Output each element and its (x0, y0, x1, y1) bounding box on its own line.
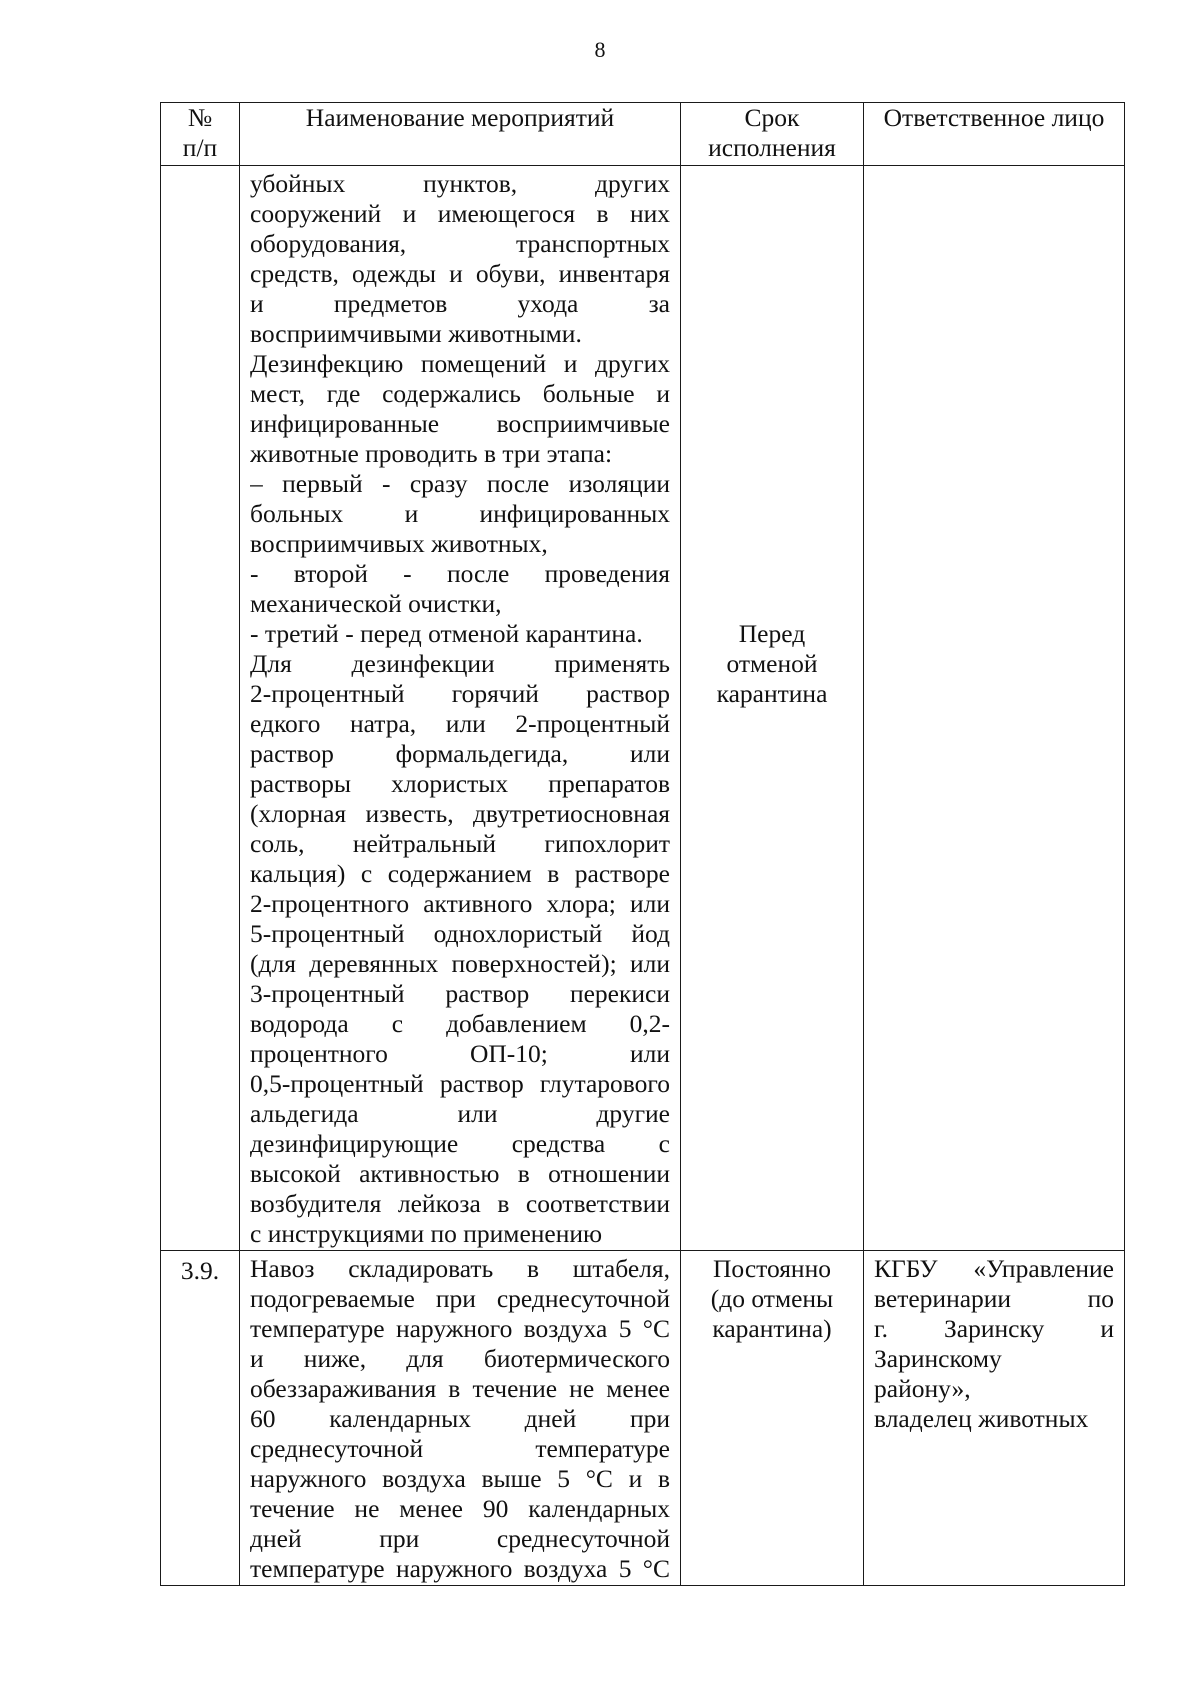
activity-text-line: 3-процентный раствор перекиси (250, 979, 670, 1008)
page-number: 8 (594, 37, 606, 62)
responsible-cell (864, 166, 1125, 1251)
responsible-text-line: району», (874, 1374, 971, 1403)
activity-text-line: растворы хлористых препаратов (250, 769, 670, 798)
header-deadline (681, 103, 864, 166)
activity-text-line: 2-процентного активного хлора; или (250, 889, 670, 918)
table-row (161, 1251, 1125, 1586)
activity-text-line: 5-процентный однохлористый йод (250, 919, 670, 948)
responsible-text-line: г. Заринску и (874, 1314, 1114, 1343)
activity-text-line: сооружений и имеющегося в них (250, 199, 670, 228)
activity-text-line: мест, где содержались больные и (250, 379, 670, 408)
header-responsible (864, 103, 1125, 166)
activity-name-cell (240, 1251, 681, 1586)
activity-text-line: оборудования, транспортных (250, 229, 670, 258)
activity-text-line: с инструкциями по применению (250, 1219, 603, 1248)
activity-text-line: водорода с добавлением 0,2- (250, 1009, 670, 1038)
activity-name-cell (240, 166, 681, 1251)
responsible-text-line: владелец животных (874, 1404, 1089, 1433)
activity-text-line: возбудителя лейкоза в соответствии (250, 1189, 670, 1218)
activity-text-line: дезинфицирующие средства с (250, 1129, 670, 1158)
activity-text-line: Для дезинфекции применять (250, 649, 670, 678)
activity-text-line: соль, нейтральный гипохлорит (250, 829, 670, 858)
activity-text-line: 60 календарных дней при (250, 1404, 670, 1433)
row-number-cell (161, 166, 240, 1251)
activity-text-line: высокой активностью в отношении (250, 1159, 670, 1188)
header-responsible-text: Ответственное лицо (883, 103, 1105, 132)
activity-text-line: – первый - сразу после изоляции (250, 469, 670, 498)
activity-text-line: и предметов ухода за (250, 289, 670, 318)
header-number (161, 103, 240, 166)
activity-text-line: подогреваемые при среднесуточной (250, 1284, 670, 1313)
activity-text-line: больных и инфицированных (250, 499, 670, 528)
activity-text-line: (для деревянных поверхностей); или (250, 949, 670, 978)
activity-text-line: 0,5-процентный раствор глутарового (250, 1069, 670, 1098)
activity-text-line: Дезинфекцию помещений и других (250, 349, 670, 378)
deadline-text-line: карантина (716, 679, 828, 708)
deadline-cell (681, 166, 864, 1251)
deadline-cell (681, 1251, 864, 1586)
deadline-text-line: Постоянно (713, 1254, 831, 1283)
deadline-text-line: (до отмены (710, 1284, 834, 1313)
activity-text-line: убойных пунктов, других (250, 169, 670, 198)
activity-text-line: животные проводить в три этапа: (250, 439, 613, 468)
activity-text-line: кальция) с содержанием в растворе (250, 859, 670, 888)
activity-text-line: температуре наружного воздуха 5 °С (250, 1314, 670, 1343)
activity-text-line: обеззараживания в течение не менее (250, 1374, 670, 1403)
deadline-text-line: карантина) (712, 1314, 832, 1343)
activity-text-line: дней при среднесуточной (250, 1524, 670, 1553)
activity-text-line: и ниже, для биотермического (250, 1344, 670, 1373)
activity-text-line: (хлорная известь, двутретиосновная (250, 799, 670, 828)
row-number-cell (161, 1251, 240, 1586)
activity-text-line: раствор формальдегида, или (250, 739, 670, 768)
activity-text-line: температуре наружного воздуха 5 °С (250, 1554, 670, 1583)
activity-text-line: восприимчивых животных, (250, 529, 548, 558)
activity-text-line: - второй - после проведения (250, 559, 670, 588)
header-activity-name (240, 103, 681, 166)
table-body (161, 166, 1125, 1586)
header-activity-name-text: Наименование мероприятий (305, 103, 615, 132)
responsible-cell (864, 1251, 1125, 1586)
activity-text-line: процентного ОП-10; или (250, 1039, 670, 1068)
responsible-text-line: КГБУ «Управление (874, 1254, 1114, 1283)
activity-text-line: - третий - перед отменой карантина. (250, 619, 643, 648)
header-number-line-1: № (187, 103, 213, 132)
header-deadline-line-2: исполнения (708, 133, 836, 162)
row-number: 3.9. (180, 1256, 220, 1285)
table-header-row (161, 103, 1125, 166)
deadline-spacer (685, 169, 859, 619)
header-deadline-line-1: Срок (744, 103, 800, 132)
activity-text-line: Навоз складировать в штабеля, (250, 1254, 670, 1283)
deadline-text-line: Перед (738, 619, 806, 648)
activity-text-line: восприимчивыми животными. (250, 319, 582, 348)
activity-text-line: 2-процентный горячий раствор (250, 679, 670, 708)
measures-table (160, 102, 1125, 1586)
activity-text-line: среднесуточной температуре (250, 1434, 670, 1463)
activity-text-line: средств, одежды и обуви, инвентаря (250, 259, 670, 288)
responsible-text-line: Заринскому (874, 1344, 1002, 1373)
responsible-text-line: ветеринарии по (874, 1284, 1114, 1313)
table-row (161, 166, 1125, 1251)
deadline-text-line: отменой (726, 649, 818, 678)
activity-text-line: альдегида или другие (250, 1099, 670, 1128)
activity-text-line: едкого натра, или 2-процентный (250, 709, 670, 738)
activity-text-line: механической очистки, (250, 589, 502, 618)
header-number-line-2: п/п (182, 133, 218, 162)
activity-text-line: наружного воздуха выше 5 °С и в (250, 1464, 670, 1493)
activity-text-line: течение не менее 90 календарных (250, 1494, 670, 1523)
activity-text-line: инфицированные восприимчивые (250, 409, 670, 438)
